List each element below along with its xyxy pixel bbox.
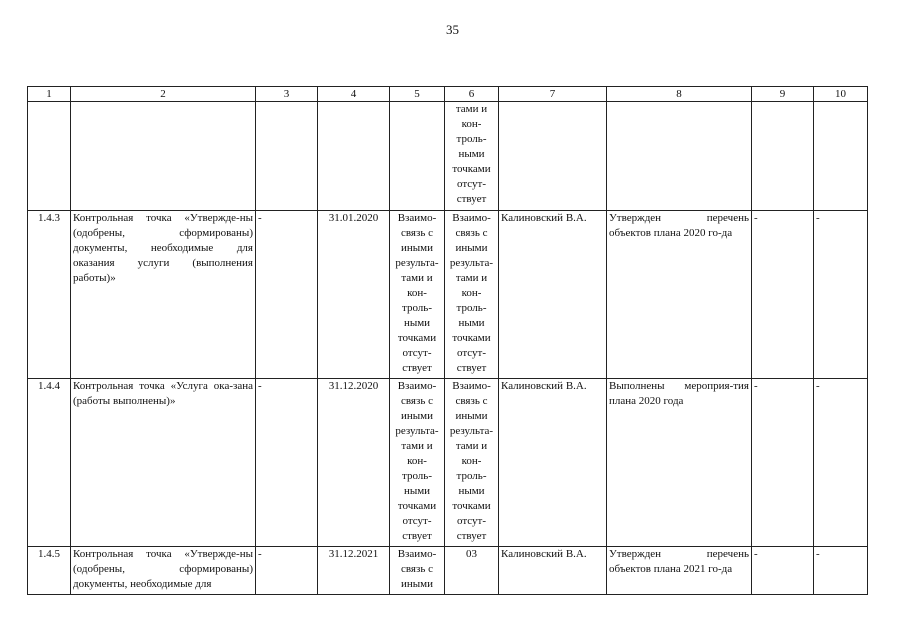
cell-line: кон- (461, 287, 482, 299)
cell-line: результа- (395, 257, 439, 269)
cell-line: связь с (401, 227, 433, 239)
cell-col9: - (752, 379, 814, 547)
col5-lines (392, 379, 442, 544)
cell-line: точками (452, 332, 491, 344)
cell-line: тами и (401, 272, 433, 284)
cell-col5 (390, 102, 445, 211)
cell-name: Контрольная точка «Услуга ока-зана (работы выполнены)» (71, 379, 256, 547)
cell-line: ствует (456, 362, 487, 374)
cell-line: Взаимо- (397, 380, 437, 392)
cell-num: 1.4.5 (28, 547, 71, 595)
cell-line: результа- (449, 425, 494, 437)
cell-col10: - (814, 547, 868, 595)
cell-line: троль- (402, 302, 432, 314)
table-row-continued (28, 102, 868, 211)
cell-line: ными (403, 485, 431, 497)
cell-col10: - (814, 211, 868, 379)
cell-line: точками (452, 500, 491, 512)
cell-line: кон- (407, 287, 427, 299)
cell-line: результа- (395, 425, 439, 437)
cell-line: связь с (455, 227, 488, 239)
cell-name (71, 547, 256, 595)
cell-line: связь с (401, 395, 433, 407)
cell-line: кон- (407, 455, 427, 467)
cell-name-text: Контрольная точка «Утвержде-ны (одобрены, сформированы) документы, необходимые для (73, 548, 253, 590)
header-col-2: 2 (71, 87, 256, 102)
cell-line: отсут- (456, 178, 486, 190)
cell-responsible: Калиновский В.А. (499, 211, 607, 379)
header-col-1: 1 (28, 87, 71, 102)
cell-line: ствует (456, 193, 487, 205)
cell-line: троль- (456, 302, 487, 314)
cell-date: 31.12.2020 (318, 379, 390, 547)
cell-responsible: Калиновский В.А. (499, 547, 607, 595)
cell-responsible: Калиновский В.А. (499, 379, 607, 547)
col6-lines (447, 211, 496, 376)
cell-col3: - (256, 547, 318, 595)
header-col-10: 10 (814, 87, 868, 102)
page-number: 35 (446, 22, 459, 37)
cell-col9 (752, 102, 814, 211)
cell-line: тами и (401, 440, 433, 452)
cell-col6 (445, 102, 499, 211)
cell-col3 (256, 102, 318, 211)
cell-col9: - (752, 211, 814, 379)
header-col-7: 7 (499, 87, 607, 102)
cell-line: Взаимо- (397, 548, 437, 560)
cell-line: тами и (455, 103, 488, 115)
col6-lines (447, 102, 496, 207)
col5-lines (392, 211, 442, 376)
cell-line: тами и (455, 440, 488, 452)
col5-lines (392, 547, 442, 592)
cell-name: Контрольная точка «Утвержде-ны (одобрены, сформированы) документы, необходимые для оказания услуги (выполнения работы)» (71, 211, 256, 379)
cell-date: 31.01.2020 (318, 211, 390, 379)
cell-line: Взаимо- (452, 212, 491, 224)
cell-line: троль- (456, 470, 487, 482)
cell-line: связь с (455, 395, 488, 407)
cell-line: отсут- (456, 515, 486, 527)
cell-line: иными (455, 242, 488, 254)
cell-line: Взаимо- (452, 380, 491, 392)
cell-result: Утвержден перечень объектов плана 2020 го-да (607, 211, 752, 379)
cell-line: ными (403, 317, 431, 329)
cell-col5 (390, 211, 445, 379)
cell-line: ными (458, 485, 485, 497)
cell-result: Утвержден перечень объектов плана 2021 го-да (607, 547, 752, 595)
cell-line: иными (455, 410, 488, 422)
cell-line: иными (400, 578, 433, 590)
cell-line: отсут- (456, 347, 486, 359)
cell-line: троль- (456, 133, 487, 145)
cell-line: троль- (402, 470, 432, 482)
cell-name (71, 102, 256, 211)
cell-line: отсут- (402, 347, 432, 359)
cell-col6 (445, 211, 499, 379)
col6-lines (447, 379, 496, 544)
cell-line: точками (397, 332, 437, 344)
cell-date: 31.12.2021 (318, 547, 390, 595)
table-row (28, 547, 868, 595)
cell-line: результа- (449, 257, 494, 269)
header-col-9: 9 (752, 87, 814, 102)
header-col-6: 6 (445, 87, 499, 102)
header-col-4: 4 (318, 87, 390, 102)
cell-col5 (390, 547, 445, 595)
cell-line: иными (400, 242, 433, 254)
header-col-8: 8 (607, 87, 752, 102)
cell-col10 (814, 102, 868, 211)
cell-line: ными (458, 148, 485, 160)
table-row (28, 211, 868, 379)
cell-result: Выполнены мероприя-тия плана 2020 года (607, 379, 752, 547)
cell-col6 (445, 379, 499, 547)
cell-line: кон- (461, 455, 482, 467)
cell-responsible (499, 102, 607, 211)
cell-line: связь с (401, 563, 433, 575)
header-row (28, 87, 868, 102)
cell-line: кон- (461, 118, 482, 130)
cell-col9: - (752, 547, 814, 595)
cell-col3: - (256, 211, 318, 379)
cell-num (28, 102, 71, 211)
cell-line: ствует (402, 362, 432, 374)
cell-col3: - (256, 379, 318, 547)
header-col-5: 5 (390, 87, 445, 102)
cell-col6: 03 (445, 547, 499, 595)
table-row (28, 379, 868, 547)
cell-num: 1.4.4 (28, 379, 71, 547)
cell-num: 1.4.3 (28, 211, 71, 379)
header-col-3: 3 (256, 87, 318, 102)
control-points-table (27, 86, 868, 595)
cell-line: Взаимо- (397, 212, 437, 224)
cell-col5 (390, 379, 445, 547)
cell-line: отсут- (402, 515, 432, 527)
cell-line: иными (400, 410, 433, 422)
cell-date (318, 102, 390, 211)
cell-line: точками (397, 500, 437, 512)
cell-line: ствует (402, 530, 432, 542)
cell-line: тами и (455, 272, 488, 284)
cell-line: ными (458, 317, 485, 329)
cell-line: точками (452, 163, 491, 175)
cell-line: ствует (456, 530, 487, 542)
cell-col10: - (814, 379, 868, 547)
cell-result (607, 102, 752, 211)
